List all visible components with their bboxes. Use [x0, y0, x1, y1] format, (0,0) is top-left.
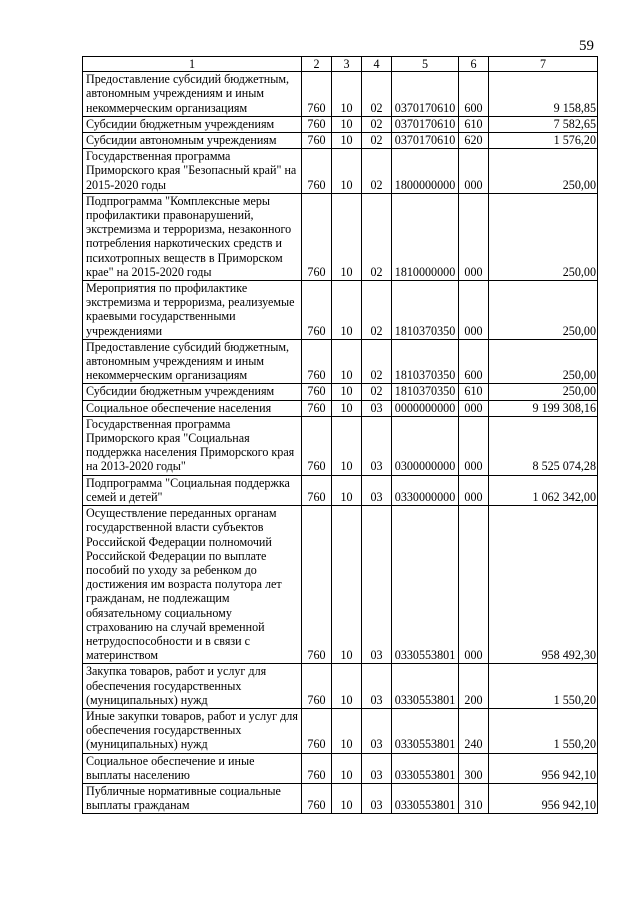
row-col7: 1 550,20: [489, 664, 598, 709]
row-col4: 02: [362, 72, 392, 117]
header-cell: 6: [459, 57, 489, 72]
table-row: [83, 664, 598, 709]
table-row: [83, 753, 598, 783]
row-name: Осуществление переданных органам государственной власти субъектов Российской Федерации полномочий Российской Федерации по выплате пособий по уходу за ребенком до достижения им возраста полутора лет гражданам, не подлежащим обязательному социальному страхованию на случай временной нетрудоспособности и в связи с материнством: [83, 506, 302, 664]
row-col2: 760: [302, 783, 332, 813]
row-name: Подпрограмма "Комплексные меры профилактики правонарушений, экстремизма и терроризма, незаконного потребления наркотических средств и психотропных веществ в Приморском крае" на 2015-2020 годы: [83, 193, 302, 280]
row-col7: 250,00: [489, 281, 598, 340]
row-col4: 02: [362, 339, 392, 384]
row-col2: 760: [302, 133, 332, 149]
row-col3: 10: [332, 708, 362, 753]
row-name: Закупка товаров, работ и услуг для обеспечения государственных (муниципальных) нужд: [83, 664, 302, 709]
row-col7: 8 525 074,28: [489, 416, 598, 475]
row-name: Предоставление субсидий бюджетным, автономным учреждениям и иным некоммерческим организациям: [83, 72, 302, 117]
row-col6: 600: [459, 339, 489, 384]
row-col2: 760: [302, 116, 332, 132]
row-name: Субсидии автономным учреждениям: [83, 133, 302, 149]
row-col5: 0370170610: [392, 72, 459, 117]
row-col7: 250,00: [489, 339, 598, 384]
row-col2: 760: [302, 664, 332, 709]
row-col5: 1810000000: [392, 193, 459, 280]
row-col6: 000: [459, 193, 489, 280]
row-col7: 250,00: [489, 193, 598, 280]
row-col5: 1810370350: [392, 384, 459, 400]
row-col7: 1 550,20: [489, 708, 598, 753]
row-col6: 610: [459, 116, 489, 132]
row-name: Социальное обеспечение и иные выплаты населению: [83, 753, 302, 783]
table-row: [83, 133, 598, 149]
row-col7: 250,00: [489, 384, 598, 400]
row-name: Субсидии бюджетным учреждениям: [83, 384, 302, 400]
row-name: Государственная программа Приморского края "Социальная поддержка населения Приморского края на 2013-2020 годы": [83, 416, 302, 475]
row-col6: 240: [459, 708, 489, 753]
row-col3: 10: [332, 72, 362, 117]
header-cell: 4: [362, 57, 392, 72]
row-col2: 760: [302, 149, 332, 194]
row-col6: 620: [459, 133, 489, 149]
row-col5: 0330553801: [392, 708, 459, 753]
row-name: Иные закупки товаров, работ и услуг для обеспечения государственных (муниципальных) нужд: [83, 708, 302, 753]
row-col3: 10: [332, 281, 362, 340]
row-col4: 02: [362, 133, 392, 149]
row-col7: 250,00: [489, 149, 598, 194]
row-col3: 10: [332, 384, 362, 400]
row-name: Публичные нормативные социальные выплаты гражданам: [83, 783, 302, 813]
row-col7: 958 492,30: [489, 506, 598, 664]
row-col2: 760: [302, 281, 332, 340]
row-col7: 7 582,65: [489, 116, 598, 132]
row-col4: 03: [362, 400, 392, 416]
row-col7: 956 942,10: [489, 753, 598, 783]
row-col5: 1810370350: [392, 339, 459, 384]
row-col7: 1 576,20: [489, 133, 598, 149]
row-col2: 760: [302, 339, 332, 384]
row-col3: 10: [332, 116, 362, 132]
row-col3: 10: [332, 416, 362, 475]
table-row: [83, 475, 598, 505]
row-col2: 760: [302, 416, 332, 475]
row-col4: 02: [362, 384, 392, 400]
table-row: [83, 384, 598, 400]
table-row: [83, 708, 598, 753]
row-col4: 03: [362, 664, 392, 709]
row-col5: 0330553801: [392, 664, 459, 709]
row-col2: 760: [302, 475, 332, 505]
row-col2: 760: [302, 753, 332, 783]
row-col3: 10: [332, 400, 362, 416]
row-col5: 0330553801: [392, 506, 459, 664]
table-row: [83, 416, 598, 475]
row-col5: 0330000000: [392, 475, 459, 505]
row-col6: 000: [459, 475, 489, 505]
row-col4: 02: [362, 149, 392, 194]
row-col4: 03: [362, 475, 392, 505]
row-col5: 1800000000: [392, 149, 459, 194]
row-col3: 10: [332, 753, 362, 783]
row-col4: 03: [362, 416, 392, 475]
row-col2: 760: [302, 72, 332, 117]
page-number: 59: [579, 38, 594, 54]
row-col3: 10: [332, 133, 362, 149]
row-col5: 0000000000: [392, 400, 459, 416]
row-name: Мероприятия по профилактике экстремизма и терроризма, реализуемые краевыми государственными учреждениями: [83, 281, 302, 340]
row-col2: 760: [302, 708, 332, 753]
row-col3: 10: [332, 193, 362, 280]
header-cell: 5: [392, 57, 459, 72]
row-col3: 10: [332, 149, 362, 194]
row-col7: 1 062 342,00: [489, 475, 598, 505]
row-col3: 10: [332, 339, 362, 384]
header-cell: 3: [332, 57, 362, 72]
table-row: [83, 149, 598, 194]
row-col7: 9 158,85: [489, 72, 598, 117]
table-row: [83, 72, 598, 117]
row-name: Государственная программа Приморского края "Безопасный край" на 2015-2020 годы: [83, 149, 302, 194]
row-col5: 1810370350: [392, 281, 459, 340]
table-row: [83, 339, 598, 384]
row-col3: 10: [332, 783, 362, 813]
table-row: [83, 116, 598, 132]
row-col3: 10: [332, 475, 362, 505]
row-name: Субсидии бюджетным учреждениям: [83, 116, 302, 132]
row-col6: 300: [459, 753, 489, 783]
row-col2: 760: [302, 384, 332, 400]
header-cell: 7: [489, 57, 598, 72]
row-col2: 760: [302, 193, 332, 280]
row-col4: 03: [362, 506, 392, 664]
row-col4: 02: [362, 281, 392, 340]
row-col4: 03: [362, 753, 392, 783]
header-row: [83, 57, 598, 72]
row-col6: 000: [459, 416, 489, 475]
row-col7: 956 942,10: [489, 783, 598, 813]
row-col5: 0300000000: [392, 416, 459, 475]
row-col6: 600: [459, 72, 489, 117]
row-col6: 000: [459, 400, 489, 416]
row-col6: 200: [459, 664, 489, 709]
budget-table: [82, 56, 598, 814]
row-col2: 760: [302, 506, 332, 664]
row-col6: 000: [459, 149, 489, 194]
header-cell: 2: [302, 57, 332, 72]
row-col4: 02: [362, 193, 392, 280]
row-name: Предоставление субсидий бюджетным, автономным учреждениям и иным некоммерческим организациям: [83, 339, 302, 384]
header-cell: 1: [83, 57, 302, 72]
row-col4: 03: [362, 783, 392, 813]
row-col3: 10: [332, 506, 362, 664]
table-row: [83, 506, 598, 664]
row-col4: 03: [362, 708, 392, 753]
row-col5: 0370170610: [392, 116, 459, 132]
row-col6: 310: [459, 783, 489, 813]
row-col5: 0330553801: [392, 783, 459, 813]
row-col6: 610: [459, 384, 489, 400]
table-row: [83, 281, 598, 340]
row-col6: 000: [459, 281, 489, 340]
row-col2: 760: [302, 400, 332, 416]
row-col4: 02: [362, 116, 392, 132]
table-row: [83, 783, 598, 813]
row-col5: 0330553801: [392, 753, 459, 783]
row-col3: 10: [332, 664, 362, 709]
row-name: Подпрограмма "Социальная поддержка семей и детей": [83, 475, 302, 505]
row-col5: 0370170610: [392, 133, 459, 149]
row-name: Социальное обеспечение населения: [83, 400, 302, 416]
row-col6: 000: [459, 506, 489, 664]
table-row: [83, 400, 598, 416]
table-row: [83, 193, 598, 280]
row-col7: 9 199 308,16: [489, 400, 598, 416]
